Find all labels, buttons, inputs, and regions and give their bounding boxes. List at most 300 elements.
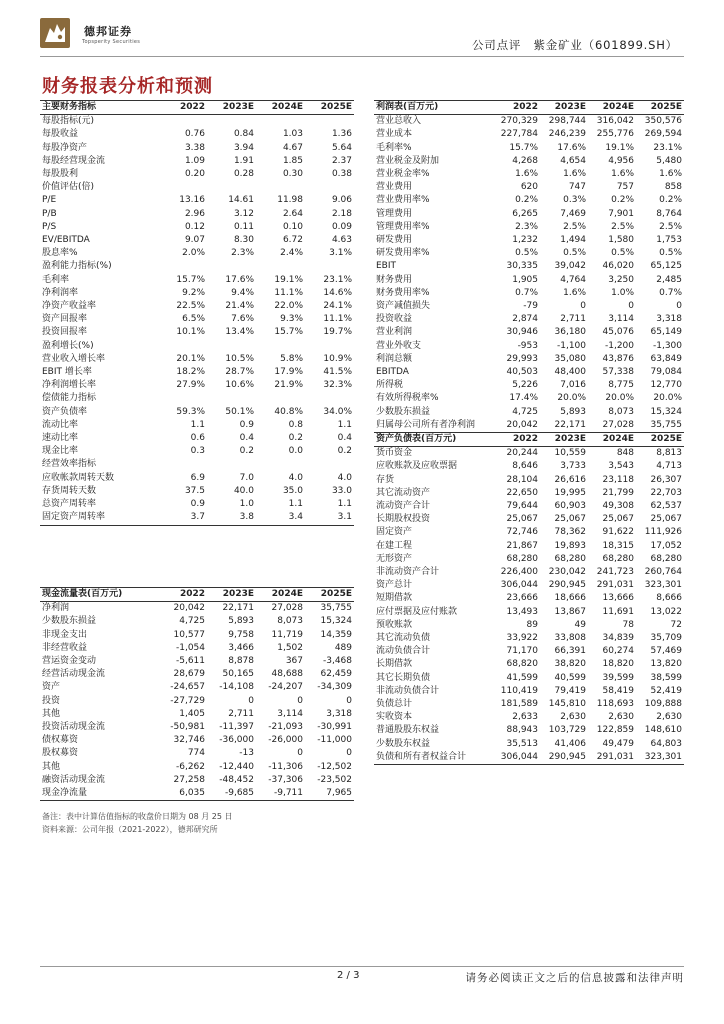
cell-value: 13,493 [506,606,538,617]
cell-value: 3,318 [656,314,682,325]
cell-value: -6,262 [175,761,205,772]
cell-value: 2.64 [282,208,303,219]
cell-value: 18,820 [602,659,634,670]
cell-value: 0.09 [331,221,352,232]
cell-value: 26,616 [554,474,586,485]
table-row [374,579,684,592]
row-label: 实收资本 [376,712,413,723]
cell-value [256,115,305,129]
cell-value: 367 [285,656,303,667]
cell-value: 230,042 [548,567,586,578]
row-label: 营业成本 [376,129,413,140]
row-label: 资产回报率 [42,314,88,325]
cell-value: 2.5% [563,221,586,232]
cell-value [207,115,256,129]
header-label: 利润表(百万元) [374,101,492,115]
cell-value: 0.5% [659,248,682,259]
cell-value: 3.1% [329,248,352,259]
row-label: 营运资金变动 [42,656,97,667]
cell-value: 13,022 [650,606,682,617]
table-row [374,181,684,194]
cell-value: 4,268 [512,155,538,166]
table-header-row [40,588,354,602]
table-row [40,221,354,234]
cell-value: -1,100 [556,340,586,351]
cell-value: 0.9 [239,419,254,430]
row-label: 负债总计 [376,699,413,710]
table-row [40,379,354,392]
cell-value: 7,469 [560,208,586,219]
cell-value [256,392,305,405]
table-row [40,721,354,734]
table-row [40,655,354,668]
table-row [40,498,354,511]
cell-value: 18,315 [602,540,634,551]
cell-value: -9,711 [256,787,305,801]
cell-value: -11,397 [219,722,254,733]
cell-value: 0.5% [515,248,538,259]
cell-value: 0.10 [282,221,303,232]
table-row [40,208,354,221]
table-row [374,234,684,247]
cell-value: 28.7% [225,367,254,378]
row-label: 其他 [42,761,61,772]
cell-value: 0.30 [282,169,303,180]
cell-value: 1.1 [190,419,205,430]
row-label: 净利润率 [42,287,79,298]
cell-value: 40.0 [233,485,254,496]
cell-value: 3,733 [560,461,586,472]
row-label: 流动资产合计 [376,501,431,512]
cell-value: -13 [239,748,254,759]
cell-value: 40,599 [554,672,586,683]
cell-value: 10,577 [173,629,205,640]
table-row [374,592,684,605]
table-header-row [374,433,684,447]
cell-value: 20,042 [173,603,205,614]
cell-value: 0 [580,301,586,312]
row-label: 每股净资产 [42,142,88,153]
table-row [374,340,684,353]
table-row [40,234,354,247]
cell-value [256,260,305,273]
cell-value: 5.64 [331,142,352,153]
cell-value: 1,405 [179,708,205,719]
cell-value: 60,274 [602,646,634,657]
cell-value: 79,084 [650,367,682,378]
row-label: 盈利增长(%) [42,340,94,351]
company-name-en: Topsperity Securities [82,39,141,45]
cell-value: 4.67 [282,142,303,153]
cell-value: -24,657 [170,682,205,693]
cell-value: 4,654 [560,155,586,166]
cell-value: 88,943 [506,725,538,736]
row-label: 其他 [42,708,61,719]
cell-value: 65,125 [650,261,682,272]
cell-value: 747 [568,182,586,193]
cell-value: 40,503 [506,367,538,378]
cell-value: 0.38 [331,169,352,180]
row-label: 每股股利 [42,169,79,180]
cell-value: 35,709 [650,633,682,644]
cell-value: -1,054 [175,642,205,653]
cell-value: 1.6% [563,169,586,180]
cell-value [305,340,354,353]
row-label: 管理费用 [376,208,413,219]
cell-value: 41.5% [323,367,352,378]
cell-value: 41,599 [506,672,538,683]
cell-value: 1.6% [659,169,682,180]
table-row [40,274,354,287]
row-label: 债权募资 [42,735,79,746]
row-label: 净利润 [42,603,70,614]
header-label: 主要财务指标 [40,101,158,115]
row-label: 营业税金及附加 [376,155,440,166]
row-label: 每股指标(元) [42,116,95,127]
cell-value: 0 [297,748,303,759]
cell-value: -3,468 [322,656,352,667]
table-row [374,738,684,751]
page-number: 2 / 3 [337,970,360,981]
cell-value: 14.61 [228,195,254,206]
cell-value: 2.18 [331,208,352,219]
cell-value: 21.4% [225,301,254,312]
cell-value: 79,419 [554,685,586,696]
header-year: 2022 [492,101,540,115]
cell-value: 8,878 [228,656,254,667]
cell-value: 291,031 [596,580,634,591]
cell-value: 241,723 [596,567,634,578]
row-label: 营业税金率% [376,169,430,180]
row-label: 速动比率 [42,433,79,444]
cell-value [158,392,207,405]
row-label: 研发费用率% [376,248,430,259]
cell-value: 6.9 [190,472,205,483]
cell-value: 4,725 [512,406,538,417]
table-row [40,194,354,207]
header-year: 2024E [588,101,636,115]
row-label: 营业费用率% [376,195,430,206]
row-label: 在建工程 [376,540,413,551]
row-label: 毛利率% [376,142,412,153]
cell-value: 57,469 [650,646,682,657]
cell-value: -30,991 [317,722,352,733]
cell-value: 8,813 [656,448,682,459]
table-row [374,194,684,207]
cell-value: 4.63 [331,235,352,246]
cell-value: 79,644 [506,501,538,512]
cell-value: 0 [346,748,352,759]
cell-value: 3.1 [305,511,354,525]
cell-value: 1.09 [184,155,205,166]
cell-value: 58,419 [602,685,634,696]
row-label: 无形资产 [376,553,413,564]
cell-value: 9,758 [228,629,254,640]
row-label: EV/EBITDA [42,235,90,246]
cell-value: 30,946 [506,327,538,338]
row-label: 流动比率 [42,419,79,430]
row-label: 流动负债合计 [376,646,431,657]
cell-value: 39,042 [554,261,586,272]
cell-value: 0.20 [184,169,205,180]
table-row [40,260,354,273]
income-statement-table [374,100,684,433]
header-year: 2025E [636,433,684,447]
cell-value: 227,784 [500,129,538,140]
company-logo-icon [40,18,70,48]
table-row [40,695,354,708]
cell-value: -12,440 [219,761,254,772]
cell-value: 49,479 [602,738,634,749]
table-row [374,619,684,632]
cell-value [158,458,207,471]
cell-value: 25,067 [554,514,586,525]
cell-value: 148,610 [644,725,682,736]
cell-value: 10.1% [176,327,205,338]
row-label: 长期借款 [376,659,413,670]
cell-value: 4.0 [337,472,352,483]
cell-value [256,340,305,353]
table-row [374,487,684,500]
note-valuation-date: 备注：表中计算估值指标的收盘价日期为 08 月 25 日 [42,812,233,821]
cell-value: 49 [574,619,586,630]
cell-value: 7.0 [239,472,254,483]
cell-value: -11,306 [268,761,303,772]
cell-value: 620 [520,182,538,193]
cell-value: 9.4% [231,287,254,298]
row-label: 价值评估(倍) [42,182,95,193]
cell-value: 1.1 [337,419,352,430]
table-row [40,353,354,366]
table-row [40,734,354,747]
cell-value: 3,114 [608,314,634,325]
cell-value: 38,599 [650,672,682,683]
cell-value: 3,318 [326,708,352,719]
cell-value: 2.37 [331,155,352,166]
cell-value: 19.1% [605,142,634,153]
cell-value: 19.7% [323,327,352,338]
cell-value: 12,770 [650,380,682,391]
row-label: 非经营收益 [42,642,88,653]
cell-value: 13.16 [179,195,205,206]
row-label: 股息率% [42,248,78,259]
table-row [374,128,684,141]
cell-value: 0 [297,695,303,706]
cell-value: 22.5% [176,301,205,312]
cell-value: 27,028 [271,603,303,614]
row-label: 普通股股东权益 [376,725,440,736]
cell-value: 38,820 [554,659,586,670]
cell-value: 64,803 [650,738,682,749]
cell-value: 6,265 [512,208,538,219]
cell-value: 1,232 [512,235,538,246]
row-label: 融资活动现金流 [42,774,106,785]
row-label: 固定资产周转率 [40,511,158,525]
cell-value: 1.0 [239,499,254,510]
row-label: 现金净流量 [40,787,158,801]
cell-value: 1,494 [560,235,586,246]
cell-value: 15.7% [509,142,538,153]
cell-value: -24,207 [268,682,303,693]
table-row [374,260,684,273]
cell-value: 13.4% [225,327,254,338]
cell-value: 18.2% [176,367,205,378]
cell-value: 7,901 [608,208,634,219]
row-label: 经营效率指标 [42,459,97,470]
cell-value: 45,076 [602,327,634,338]
cell-value: 0.28 [233,169,254,180]
table-row [374,221,684,234]
cash-flow-table [40,587,354,801]
cell-value: 91,622 [602,527,634,538]
table-row [374,168,684,181]
row-label: EBIT 增长率 [42,367,92,378]
row-label: P/B [42,208,57,219]
cell-value: 68,280 [506,553,538,564]
cell-value: 122,859 [596,725,634,736]
header-year: 2024E [256,588,305,602]
cell-value: -9,685 [207,787,256,801]
table-row [374,447,684,461]
cell-value: 298,744 [548,116,586,127]
cell-value: 20.0% [557,393,586,404]
cell-value: 2,633 [512,712,538,723]
cell-value: 2,711 [228,708,254,719]
row-label: 存货周转天数 [42,485,97,496]
row-label: 投资收益 [376,314,413,325]
table-row [40,115,354,129]
cell-value: 17.6% [225,274,254,285]
table-row [374,711,684,724]
table-row [40,432,354,445]
row-label: 少数股东权益 [376,738,431,749]
cell-value: 48,400 [554,367,586,378]
cell-value: 4.0 [288,472,303,483]
cell-value: 8,646 [512,461,538,472]
cell-value: 13,666 [602,593,634,604]
cell-value: 306,044 [500,580,538,591]
cell-value [256,458,305,471]
cell-value: 0.9 [190,499,205,510]
row-label: P/S [42,221,57,232]
cell-value: 323,301 [636,751,684,765]
header-label: 资产负债表(百万元) [374,433,492,447]
cell-value: 22,171 [540,419,588,433]
row-label: 非流动负债合计 [376,685,440,696]
cell-value [305,181,354,194]
cell-value: 9.2% [182,287,205,298]
cell-value: 0.12 [184,221,205,232]
row-label: 非现金支出 [42,629,88,640]
row-label: 毛利率 [42,274,70,285]
cell-value: 22,171 [222,603,254,614]
cell-value: 62,459 [320,669,352,680]
cell-value: 3.12 [233,208,254,219]
header-divider [40,56,684,57]
cell-value [305,392,354,405]
cell-value: -21,093 [268,722,303,733]
cell-value [158,340,207,353]
row-label: 非流动资产合计 [376,567,440,578]
table-row [40,511,354,525]
cell-value: 269,594 [644,129,682,140]
table-row [40,300,354,313]
cell-value: 260,764 [644,567,682,578]
table-row [374,500,684,513]
cell-value: 36,180 [554,327,586,338]
cell-value: 23.1% [653,142,682,153]
table-row [374,155,684,168]
cell-value: 270,329 [500,116,538,127]
row-label: 应收账款及应收票据 [376,461,458,472]
cell-value: -5,611 [175,656,205,667]
cell-value: 110,419 [500,685,538,696]
table-row [374,645,684,658]
table-row [40,419,354,432]
cell-value: 35,755 [636,419,684,433]
cell-value: 21,867 [506,540,538,551]
table-row [374,685,684,698]
cell-value: -1,200 [604,340,634,351]
row-label: 净利润增长率 [42,380,97,391]
cell-value: 0 [628,301,634,312]
table-row [374,115,684,129]
cell-value: 8,073 [277,616,303,627]
cell-value: 65,149 [650,327,682,338]
table-row [40,681,354,694]
cell-value: 72 [670,619,682,630]
cell-value: 8,666 [656,593,682,604]
table-row [40,602,354,616]
cell-value: 2.3% [515,221,538,232]
cell-value: 0.3 [190,446,205,457]
cell-value: 5,480 [656,155,682,166]
cell-value: 39,599 [602,672,634,683]
cell-value: 118,693 [596,699,634,710]
table-row [374,366,684,379]
cell-value: 33,922 [506,633,538,644]
cell-value [305,115,354,129]
header-year: 2025E [636,101,684,115]
cell-value: 71,170 [506,646,538,657]
cell-value: 25,067 [650,514,682,525]
cell-value: 0.2% [515,195,538,206]
cell-value: 3,114 [277,708,303,719]
cell-value: 68,280 [554,553,586,564]
cell-value: 2.4% [280,248,303,259]
cell-value: 20,042 [492,419,540,433]
table-row [40,313,354,326]
cell-value: 9.07 [184,235,205,246]
cell-value: 0 [676,301,682,312]
table-row [374,392,684,405]
table-row [374,379,684,392]
table-row [374,142,684,155]
header-year: 2022 [158,101,207,115]
table-row [40,458,354,471]
cell-value: 0.11 [233,221,254,232]
cell-value: 11.1% [323,314,352,325]
cell-value: 323,301 [644,580,682,591]
cell-value: 2,485 [656,274,682,285]
cell-value: 774 [187,748,205,759]
cell-value: 2.0% [182,248,205,259]
cell-value: 1.1 [288,499,303,510]
cell-value: 0.3% [563,195,586,206]
row-label: 投资活动现金流 [42,722,106,733]
table-row [40,247,354,260]
cell-value: 22,703 [650,487,682,498]
